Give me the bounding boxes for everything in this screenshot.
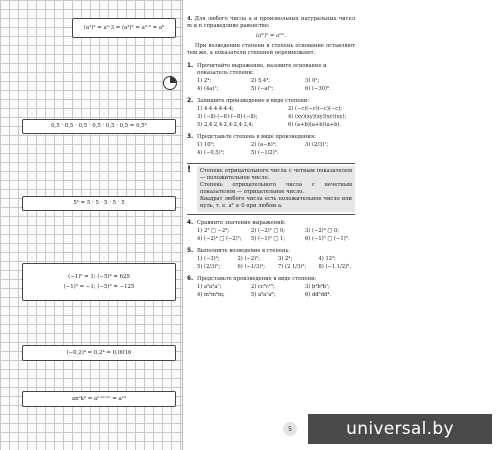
exercise-6 [187,276,355,299]
exercise-number: 1. [187,63,194,70]
exercise-item: 6) (−30)⁶. [305,86,331,93]
watermark-logo: universal.by [308,414,492,444]
exercise-item: 2) 5,4³; [251,78,271,85]
exercise-item: 3) (−8)·(−8)·(−8)·(−8); [197,114,258,121]
exercise-item: 3) (−2)³ □ 0; [305,228,339,235]
exercise-items [197,78,355,93]
rule-text: При возведении степени в степень основание оставляют тем же, а показатели степеней перемножают. [187,43,355,57]
exercise-item: 2) (−c)(−c)(−c)(−c); [288,106,342,113]
power-formula: (aᵐ)ⁿ = aᵐⁿ. [255,33,287,40]
exercise-item: 4) 12²; [318,256,336,263]
exercise-items [197,256,355,271]
exercise-items [197,106,355,129]
exercise-title: Запишите произведение в виде степени: [197,98,310,105]
intro-number: 4. [187,16,193,22]
exercise-item: 4) (4a)⁷; [197,86,219,93]
exercise-body [197,98,355,129]
exercise-item: 1) (−3)⁴; [197,256,220,263]
exercise-item: 5) (−1/2)⁵. [251,150,279,157]
exercise-number: 6. [187,276,194,283]
exercise-item: 1) 10⁵; [197,142,215,149]
exercise-item: 4) m⁵m⁶m; [197,292,225,299]
progress-circle-icon [163,76,177,90]
exercise-item: 1) 2³ □ −2³; [197,228,230,235]
exercise-item: 6) (a+b)(a+b)(a+b). [288,122,342,129]
exercise-item: 5) (−1)⁶ □ 1; [251,236,285,243]
exercise-item: 4) (−0,5)³; [197,150,225,157]
exercise-item: 5) (2/3)⁵; [197,264,221,271]
exercise-item: 2) cc⁵c¹⁵; [251,284,275,291]
exercise-title: Представьте степень в виде произведения: [197,134,316,141]
exercise-item: 2) (−2)⁵; [237,256,260,263]
exercise-item: 5) (−a)⁵; [251,86,274,93]
intro-text: Для любого числа a и произвольных натуральных чисел m и n справедливо равенство: [187,16,355,30]
note-line: Степень отрицательного числа с нечетным показателем — отрицательное число. [200,182,352,196]
exercise-list [187,63,355,157]
exercise-item: 6) (−1)⁵ □ (−1)⁸. [305,236,350,243]
exercise-number: 4. [187,220,194,227]
exercise-item: 6) dd⁵dd⁴. [305,292,332,299]
example-box-sum-exponents [22,391,176,407]
example-text: 0,5 · 0,5 · 0,5 · 0,5 · 0,5 · 0,5 = 0,5⁶ [51,123,147,130]
exercise-title: Прочитайте выражение, назовите основание и показатель степени: [197,63,327,77]
note-line: Квадрат любого числа есть положительное число или нуль, т. е. a² ≥ 0 при любом a. [200,196,352,210]
exercise-item: 1) a²a⁵a⁷; [197,284,222,291]
intro-paragraph [187,16,355,30]
exercise-item: 4) (xy)(xy)(xy)(xy)(xy); [288,114,347,121]
exercise-item: 3) (2/3)⁷; [305,142,329,149]
exercise-body [197,276,355,299]
exercise-item: 2) (a−b)⁵; [251,142,277,149]
exercise-item: 3) 0⁵; [305,78,320,85]
exercise-list [187,220,355,299]
note-box [187,163,355,215]
example-box-expansion [22,196,176,211]
exercise-items [197,284,355,299]
example-text: (−1)⁶ = 1; (−5)⁴ = 625 [68,273,130,280]
page-number: 5 [283,422,297,436]
exercise-item: 3) 2⁴; [278,256,293,263]
example-text: (−0,2)⁴ = 0,2⁴ = 0,0016 [66,349,132,356]
exercise-5 [187,248,355,271]
exercise-body [197,63,355,93]
exercise-items [197,142,355,157]
exercise-items [197,228,355,243]
note-body [197,166,355,212]
example-box-product [22,119,176,134]
note-line: Степень отрицательного числа с четным показателем — положительное число. [200,168,352,182]
exercise-item: 8) (−1 1/2)⁵. [318,264,351,271]
exercise-item: 5) 2,4·2,4·2,4·2,4·2,4; [197,122,254,129]
example-text: (a²)³ = a²·3 = (a³)² = a²·³ = a⁶ [83,24,165,31]
exercise-4 [187,220,355,243]
exercise-body [197,134,355,157]
exercise-item: 6) (−1/3)³; [237,264,266,271]
exercise-1 [187,63,355,93]
exercise-item: 1) 2⁴; [197,78,212,85]
exercise-number: 3. [187,134,194,141]
exercise-item: 7) (2 1/3)²; [278,264,307,271]
exercise-item: 2) (−2)² □ 0; [251,228,285,235]
exercise-item: 4) (−2)⁴ □ (−2)⁵; [197,236,242,243]
grid-sidebar [0,0,183,450]
exercise-3 [187,134,355,157]
exercise-item: 5) a⁶a⁷a⁸; [251,292,276,299]
exercise-number: 2. [187,98,194,105]
example-box-power-of-power [72,18,176,38]
exercise-item: 3) b³b⁶b⁷; [305,284,330,291]
exercise-title: Сравните значение выражений: [197,220,286,227]
example-text: 5⁵ = 5 · 5 · 5 · 5 · 5 [73,200,125,207]
exercise-body [197,248,355,271]
example-text: anᵃkᵃ = aⁿ⁺ᵏ⁺ᵐ = a¹³ [71,395,127,402]
exclamation-icon: ! [187,165,192,176]
example-box-negative-powers [22,263,176,301]
exercise-item [305,150,355,157]
main-content [187,16,355,299]
exercise-title: Выполните возведение в степень: [197,248,291,255]
exercise-title: Представьте произведение в виде степени: [197,276,317,283]
exercise-item: 1) 4·4·4·4·4·4; [197,106,234,113]
example-box-even-power [22,345,176,361]
exercise-number: 5. [187,248,194,255]
example-text: (−1)³ = −1; (−5)³ = −125 [63,283,135,290]
exercise-2 [187,98,355,129]
exercise-body [197,220,355,243]
